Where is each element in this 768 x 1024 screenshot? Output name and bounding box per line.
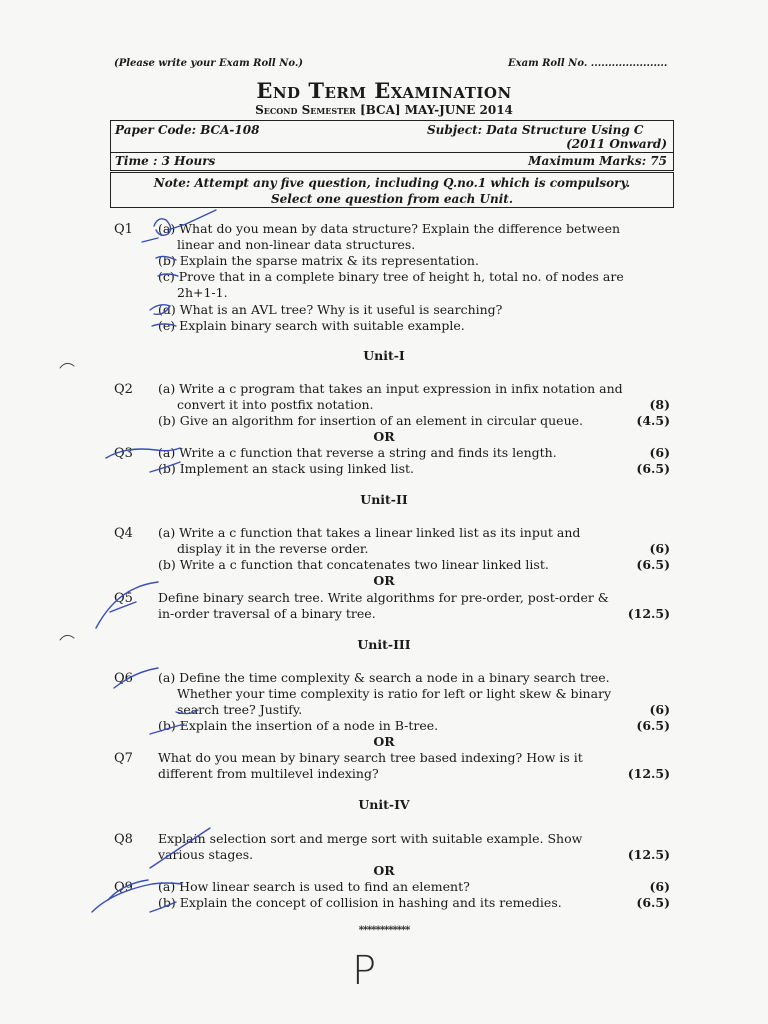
q9-a: (a) How linear search is used to find an element? [158,879,470,894]
q3-b: (b) Implement an stack using linked list. [158,461,415,476]
q1-a-line1: (a) What do you mean by data structure? Explain the difference between [158,221,621,236]
note-line-1: Note: Attempt any five question, including Q.no.1 which is compulsory. [153,176,631,190]
q7-number: Q7 [114,751,133,766]
q3-number: Q3 [114,446,133,461]
q9-a-marks: (6) [649,879,670,894]
note-box [110,172,674,208]
q5-line2: in-order traversal of a binary tree. [158,606,376,621]
q6-b-marks: (6.5) [636,718,670,733]
q2-a-line2: convert it into postfix notation. [177,397,374,412]
or-unit-1: OR [373,429,395,444]
q6-a-line1: (a) Define the time complexity & search a node in a binary search tree. [158,670,610,685]
q7-marks: (12.5) [627,766,670,781]
q6-b: (b) Explain the insertion of a node in B-tree. [158,718,439,733]
max-marks: Maximum Marks: 75 [528,154,667,168]
q7-line1: What do you mean by binary search tree based indexing? How is it [158,750,583,765]
q2-a-marks: (8) [649,397,670,412]
q3-a: (a) Write a c function that reverse a string and finds its length. [158,445,557,460]
end-stars: ************ [358,925,410,936]
q6-a-line3: search tree? Justify. [177,702,303,717]
exam-subtitle: Second Semester [BCA] MAY-JUNE 2014 [255,103,513,117]
unit-2-heading: Unit-II [360,492,408,507]
or-unit-2: OR [373,573,395,588]
q1-b: (b) Explain the sparse matrix & its representation. [158,253,479,268]
q8-marks: (12.5) [627,847,670,862]
time: Time : 3 Hours [115,154,216,168]
handwritten-letter: P [352,948,377,994]
q5-marks: (12.5) [627,606,670,621]
unit-1-heading: Unit-I [363,348,405,363]
q6-a-line2: Whether your time complexity is ratio for left or light skew & binary [177,686,612,701]
q1-a-line2: linear and non-linear data structures. [177,237,416,252]
paper-code: Paper Code: BCA-108 [115,123,260,137]
unit-3-heading: Unit-III [357,637,411,652]
note-line-2: Select one question from each Unit. [270,192,514,206]
q1-c-line1: (c) Prove that in a complete binary tree of height h, total no. of nodes are [158,269,624,284]
q2-b: (b) Give an algorithm for insertion of an element in circular queue. [158,413,583,428]
q2-b-marks: (4.5) [636,413,670,428]
ink-mark-left-1 [60,363,74,368]
ink-dash-q1 [142,238,158,242]
time-marks-row [110,153,674,171]
q1-number: Q1 [114,222,133,237]
q9-b: (b) Explain the concept of collision in hashing and its remedies. [158,895,562,910]
q7-line2: different from multilevel indexing? [158,766,379,781]
q4-b: (b) Write a c function that concatenates two linear linked list. [158,557,549,572]
q4-a-line1: (a) Write a c function that takes a linear linked list as its input and [158,525,581,540]
paper-info-box [110,120,674,153]
q2-number: Q2 [114,382,133,397]
q5-line1: Define binary search tree. Write algorithms for pre-order, post-order & [158,590,609,605]
q3-b-marks: (6.5) [636,461,670,476]
q4-a-line2: display it in the reverse order. [177,541,369,556]
q9-number: Q9 [114,880,133,895]
or-unit-4: OR [373,863,395,878]
q4-b-marks: (6.5) [636,557,670,572]
unit-4-heading: Unit-IV [358,797,410,812]
q8-line1: Explain selection sort and merge sort with suitable example. Show [158,831,583,846]
q3-a-marks: (6) [649,445,670,460]
q9-b-marks: (6.5) [636,895,670,910]
q1-e: (e) Explain binary search with suitable example. [158,318,465,333]
or-unit-3: OR [373,734,395,749]
q4-a-marks: (6) [649,541,670,556]
q1-d: (d) What is an AVL tree? Why is it useful is searching? [158,302,503,317]
q1-c-line2: 2h+1-1. [177,285,228,300]
q6-number: Q6 [114,671,133,686]
roll-label: Exam Roll No. ...................... [508,58,668,69]
q8-line2: various stages. [158,847,254,862]
q6-a-marks: (6) [649,702,670,717]
subject: Subject: Data Structure Using C [427,123,644,137]
q4-number: Q4 [114,526,133,541]
exam-title: End Term Examination [256,78,512,103]
q5-number: Q5 [114,591,133,606]
q8-number: Q8 [114,832,133,847]
roll-note: (Please write your Exam Roll No.) [114,58,304,69]
subject-sub: (2011 Onward) [566,137,667,151]
q2-a-line1: (a) Write a c program that takes an input expression in infix notation and [158,381,623,396]
